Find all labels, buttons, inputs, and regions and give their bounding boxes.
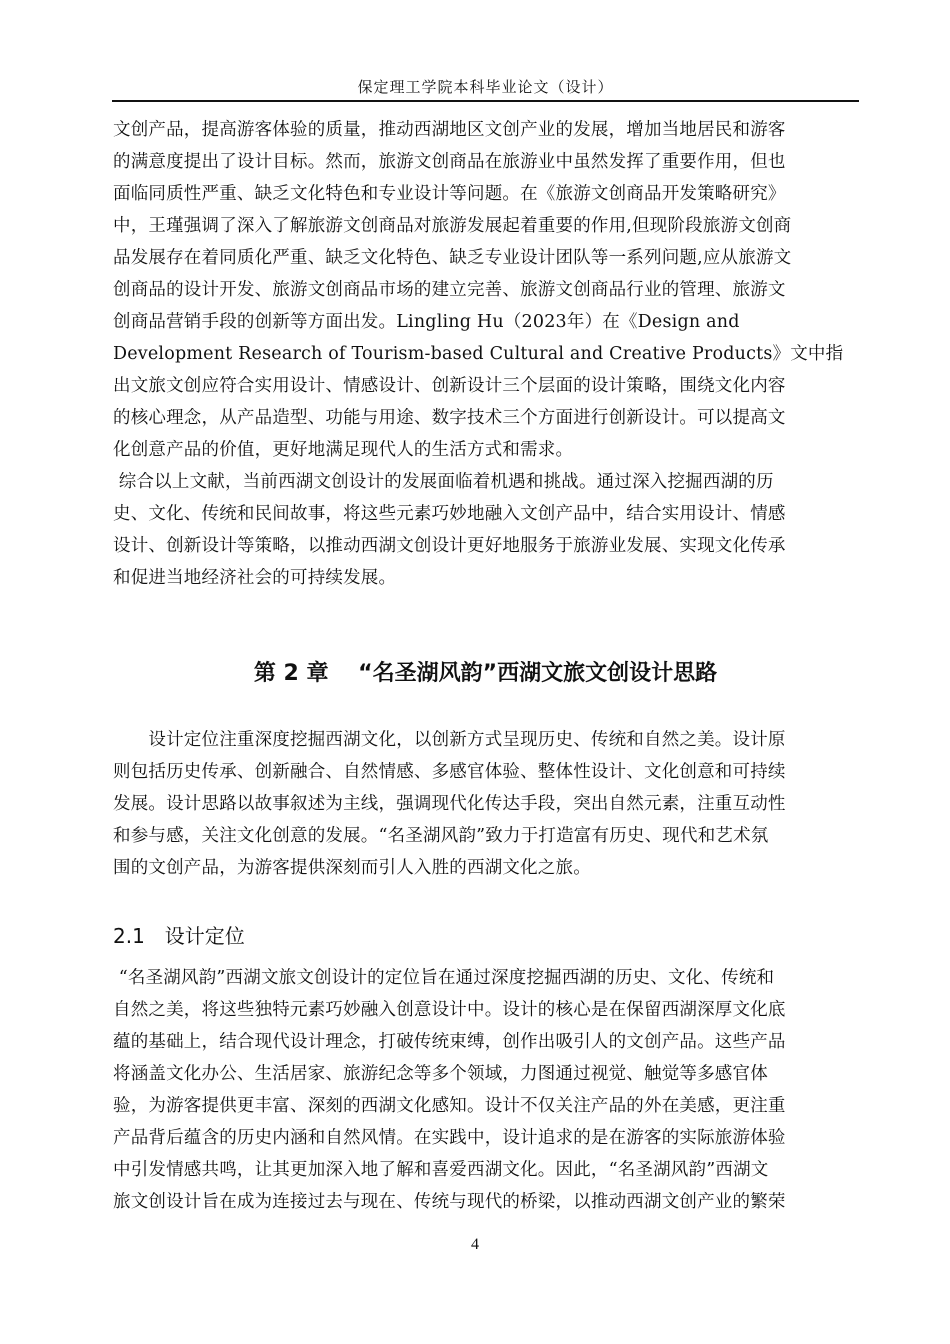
text-line: 面临同质性严重、缺乏文化特色和专业设计等问题。在《旅游文创商品开发策略研究》 [113, 184, 786, 204]
text-line: 围的文创产品，为游客提供深刻而引人入胜的西湖文化之旅。 [113, 858, 591, 878]
page-number: 4 [471, 1236, 479, 1253]
text-line: 综合以上文献，当前西湖文创设计的发展面临着机遇和挑战。通过深入挖掘西湖的历 [113, 472, 774, 492]
text-line: 自然之美，将这些独特元素巧妙融入创意设计中。设计的核心是在保留西湖深厚文化底 [113, 1000, 786, 1020]
text-line: 验，为游客提供更丰富、深刻的西湖文化感知。设计不仅关注产品的外在美感，更注重 [113, 1096, 786, 1116]
text-line: 文创产品，提高游客体验的质量，推动西湖地区文创产业的发展，增加当地居民和游客 [113, 120, 786, 140]
text-line: 化创意产品的价值，更好地满足现代人的生活方式和需求。 [113, 440, 574, 460]
text-line: 和参与感，关注文化创意的发展。“名圣湖风韵”致力于打造富有历史、现代和艺术氛 [113, 826, 769, 846]
paragraph-3 [113, 724, 858, 884]
text-line: 的核心理念，从产品造型、功能与用途、数字技术三个方面进行创新设计。可以提高文 [113, 408, 786, 428]
text-line: 创商品营销手段的创新等方面出发。Lingling Hu（2023年）在《Design and [113, 312, 740, 332]
paragraph-2 [113, 466, 858, 594]
text-line: 发展。设计思路以故事叙述为主线，强调现代化传达手段，突出自然元素，注重互动性 [113, 794, 786, 814]
paragraph-4 [113, 962, 858, 1218]
paragraph-1 [113, 114, 858, 466]
text-line: 蕴的基础上，结合现代设计理念，打破传统束缚，创作出吸引人的文创产品。这些产品 [113, 1032, 786, 1052]
chapter-title: 第 2 章 “名圣湖风韵”西湖文旅文创设计思路 [253, 661, 718, 686]
text-line: 中引发情感共鸣，让其更加深入地了解和喜爱西湖文化。因此，“名圣湖风韵”西湖文 [113, 1160, 769, 1180]
text-line: 设计定位注重深度挖掘西湖文化，以创新方式呈现历史、传统和自然之美。设计原 [113, 730, 786, 750]
header-rule [112, 100, 859, 102]
text-line: 品发展存在着同质化严重、缺乏文化特色、缺乏专业设计团队等一系列问题,应从旅游文 [113, 248, 792, 268]
text-line: 中，王瑾强调了深入了解旅游文创商品对旅游发展起着重要的作用,但现阶段旅游文创商 [113, 216, 792, 236]
running-header: 保定理工学院本科毕业论文（设计） [357, 78, 614, 96]
text-line: “名圣湖风韵”西湖文旅文创设计的定位旨在通过深度挖掘西湖的历史、文化、传统和 [113, 968, 775, 988]
text-line: 将涵盖文化办公、生活居家、旅游纪念等多个领域，力图通过视觉、触觉等多感官体 [113, 1064, 768, 1084]
text-line: Development Research of Tourism-based Cultural and Creative Products》文中指 [113, 344, 844, 364]
text-line: 产品背后蕴含的历史内涵和自然风情。在实践中，设计追求的是在游客的实际旅游体验 [113, 1128, 786, 1148]
text-line: 的满意度提出了设计目标。然而，旅游文创商品在旅游业中虽然发挥了重要作用，但也 [113, 152, 786, 172]
text-line: 史、文化、传统和民间故事，将这些元素巧妙地融入文创产品中，结合实用设计、情感 [113, 504, 786, 524]
text-line: 创商品的设计开发、旅游文创商品市场的建立完善、旅游文创商品行业的管理、旅游文 [113, 280, 786, 300]
text-line: 设计、创新设计等策略，以推动西湖文创设计更好地服务于旅游业发展、实现文化传承 [113, 536, 786, 556]
text-line: 旅文创设计旨在成为连接过去与现在、传统与现代的桥梁，以推动西湖文创产业的繁荣 [113, 1192, 786, 1212]
text-line: 出文旅文创应符合实用设计、情感设计、创新设计三个层面的设计策略，围绕文化内容 [113, 376, 786, 396]
text-line: 和促进当地经济社会的可持续发展。 [113, 568, 397, 588]
text-line: 则包括历史传承、创新融合、自然情感、多感官体验、整体性设计、文化创意和可持续 [113, 762, 786, 782]
section-title: 2.1 设计定位 [113, 924, 245, 948]
